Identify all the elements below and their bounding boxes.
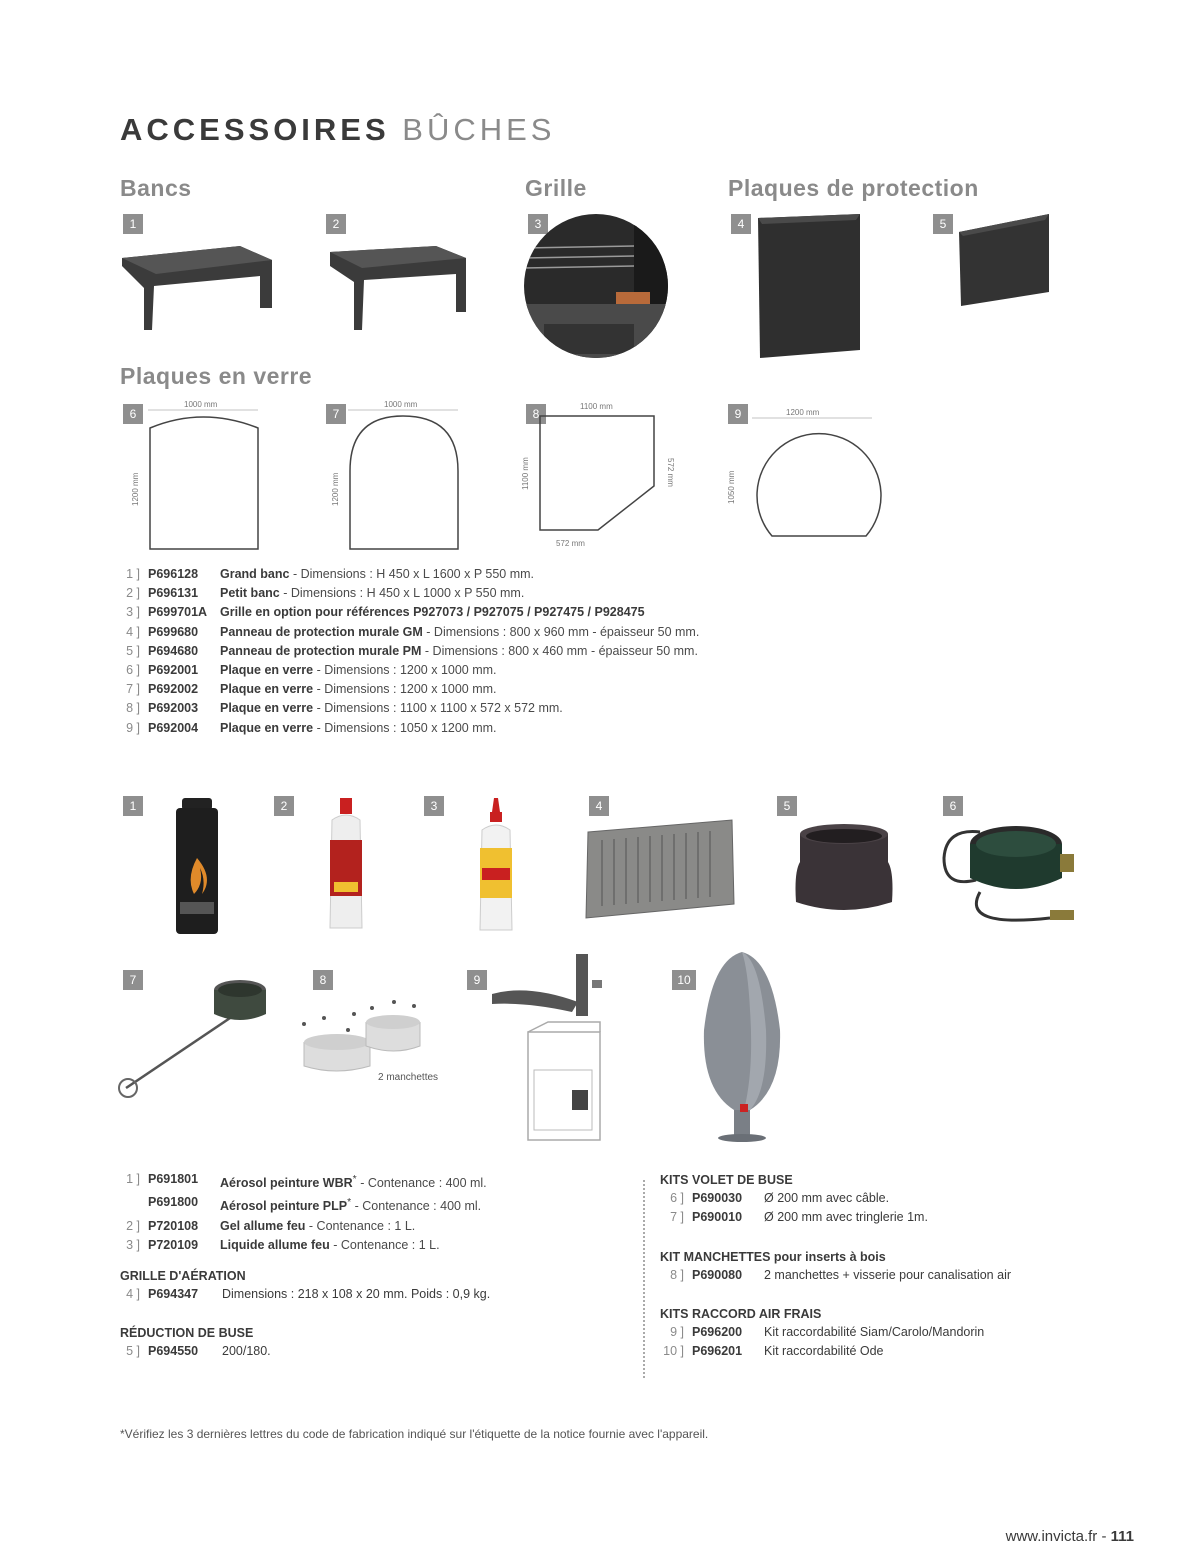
list-item: 4 ] P694347 Dimensions : 218 x 108 x 20 mm. Poids : 0,9 kg.	[126, 1287, 491, 1301]
heading-kits-volet: KITS VOLET DE BUSE	[660, 1173, 793, 1187]
grille-image	[524, 206, 670, 360]
manchettes-label: 2 manchettes	[378, 1072, 439, 1083]
grille-aeration-image	[584, 818, 736, 920]
list-item: 4 ] P699680 Panneau de protection murale GM - Dimensions : 800 x 960 mm - épaisseur 50 mm.	[126, 624, 700, 639]
dim-8-h: 1100 mm	[521, 457, 530, 490]
badge-bottom-6: 6	[943, 796, 963, 816]
badge-top-3: 3	[528, 214, 548, 234]
list-item: 5 ] P694550 200/180.	[126, 1344, 271, 1358]
title-bold: ACCESSOIRES	[120, 112, 390, 147]
list-item: 8 ] P692003 Plaque en verre - Dimensions : 1100 x 1100 x 572 x 572 mm.	[126, 701, 563, 716]
bottom-left-list	[110, 1170, 487, 1255]
section-plaques-verre: Plaques en verre	[120, 363, 313, 389]
list-item: 1 ] P696128 Grand banc - Dimensions : H 450 x L 1600 x P 550 mm.	[126, 567, 535, 581]
manchettes-image	[296, 990, 456, 1090]
page-footer	[1006, 1528, 1134, 1545]
section-plaques-protection: Plaques de protection	[728, 175, 979, 201]
volet-buse-cable-image	[940, 818, 1086, 928]
dim-8-w: 1100 mm	[580, 402, 613, 411]
dim-6-w: 1000 mm	[184, 400, 218, 409]
list-item: 8 ] P690080 2 manchettes + visserie pour canalisation air	[670, 1268, 1012, 1282]
plaque-verre-9-image	[722, 404, 882, 544]
gel-allume-feu-image	[322, 798, 370, 932]
list-item: 3 ] P699701A Grille en option pour références P927073 / P927075 / P927475 / P928475	[126, 605, 645, 620]
grille-aeration-list	[110, 1285, 490, 1304]
heading-kits-raccord: KITS RACCORD AIR FRAIS	[660, 1307, 822, 1321]
badge-bottom-7: 7	[123, 970, 143, 990]
list-item: 7 ] P690010 Ø 200 mm avec tringlerie 1m.	[670, 1210, 928, 1225]
badge-top-1: 1	[123, 214, 143, 234]
liquide-allume-feu-image	[472, 798, 520, 934]
dim-7-w: 1000 mm	[384, 400, 418, 409]
list-item: P691800 Aérosol peinture PLP* - Contenance : 400 ml.	[148, 1195, 482, 1214]
badge-bottom-2: 2	[274, 796, 294, 816]
badge-top-9: 9	[728, 404, 748, 424]
badge-top-7: 7	[326, 404, 346, 424]
heading-grille-aeration: GRILLE D'AÉRATION	[120, 1269, 246, 1283]
badge-bottom-5: 5	[777, 796, 797, 816]
list-item: 2 ] P696131 Petit banc - Dimensions : H 450 x L 1000 x P 550 mm.	[126, 586, 525, 601]
page-title	[120, 112, 556, 148]
petit-banc-image	[328, 240, 468, 332]
panneau-pm-image	[955, 212, 1055, 308]
list-item: 9 ] P692004 Plaque en verre - Dimensions : 1050 x 1200 mm.	[126, 720, 497, 735]
panneau-gm-image	[752, 212, 864, 360]
page-number: 111	[1110, 1528, 1134, 1545]
kit-manchettes-list	[664, 1266, 1011, 1285]
badge-bottom-9: 9	[467, 970, 487, 990]
grand-banc-image	[120, 238, 276, 333]
section-grille: Grille	[525, 175, 587, 201]
heading-kit-manchettes: KIT MANCHETTES pour inserts à bois	[660, 1250, 886, 1264]
list-item: 10 ] P696201 Kit raccordabilité Ode	[663, 1344, 884, 1359]
list-item: 1 ] P691801 Aérosol peinture WBR* - Contenance : 400 ml.	[126, 1172, 487, 1191]
reduction-buse-image	[792, 820, 896, 916]
footnote: *Vérifiez les 3 dernières lettres du code de fabrication indiqué sur l'étiquette de la notice fournie avec l'appareil.	[120, 1427, 709, 1441]
kits-volet-list	[664, 1189, 928, 1227]
kit-siam-image	[488, 950, 612, 1144]
badge-bottom-1: 1	[123, 796, 143, 816]
badge-bottom-10: 10	[672, 970, 696, 990]
badge-top-8: 8	[526, 404, 546, 424]
reduction-buse-list	[110, 1342, 271, 1361]
plaque-verre-8-image	[518, 400, 678, 550]
list-item: 2 ] P720108 Gel allume feu - Contenance : 1 L.	[126, 1218, 416, 1233]
badge-bottom-8: 8	[313, 970, 333, 990]
plaque-verre-7-image	[328, 396, 468, 556]
dim-8-b: 572 mm	[556, 539, 585, 548]
kits-raccord-list	[660, 1323, 984, 1361]
badge-top-4: 4	[731, 214, 751, 234]
list-item: 3 ] P720109 Liquide allume feu - Contenance : 1 L.	[126, 1237, 440, 1252]
list-item: 6 ] P690030 Ø 200 mm avec câble.	[670, 1191, 890, 1205]
volet-buse-tringlerie-image	[116, 978, 272, 1106]
aerosol-image	[170, 798, 226, 938]
heading-reduction-buse: RÉDUCTION DE BUSE	[120, 1326, 254, 1340]
badge-top-6: 6	[123, 404, 143, 424]
kit-ode-image	[700, 950, 784, 1142]
list-item: 6 ] P692001 Plaque en verre - Dimensions : 1200 x 1000 mm.	[126, 663, 497, 678]
dim-9-h: 1050 mm	[727, 470, 736, 504]
plaque-verre-6-image	[128, 396, 268, 556]
dim-7-h: 1200 mm	[331, 472, 340, 506]
list-item: 7 ] P692002 Plaque en verre - Dimensions : 1200 x 1000 mm.	[126, 682, 497, 697]
list-item: 5 ] P694680 Panneau de protection murale PM - Dimensions : 800 x 460 mm - épaisseur 50 mm.	[126, 643, 698, 658]
dim-8-r: 572 mm	[666, 458, 675, 487]
badge-bottom-3: 3	[424, 796, 444, 816]
footer-url: www.invicta.fr -	[1005, 1528, 1111, 1545]
badge-top-2: 2	[326, 214, 346, 234]
section-bancs: Bancs	[120, 175, 192, 201]
dim-6-h: 1200 mm	[131, 472, 140, 506]
column-divider	[643, 1180, 645, 1378]
list-item: 9 ] P696200 Kit raccordabilité Siam/Carolo/Mandorin	[670, 1325, 985, 1339]
dim-9-w: 1200 mm	[786, 408, 820, 417]
badge-bottom-4: 4	[589, 796, 609, 816]
badge-top-5: 5	[933, 214, 953, 234]
title-light: BÛCHES	[402, 112, 556, 147]
top-product-list	[110, 565, 699, 738]
